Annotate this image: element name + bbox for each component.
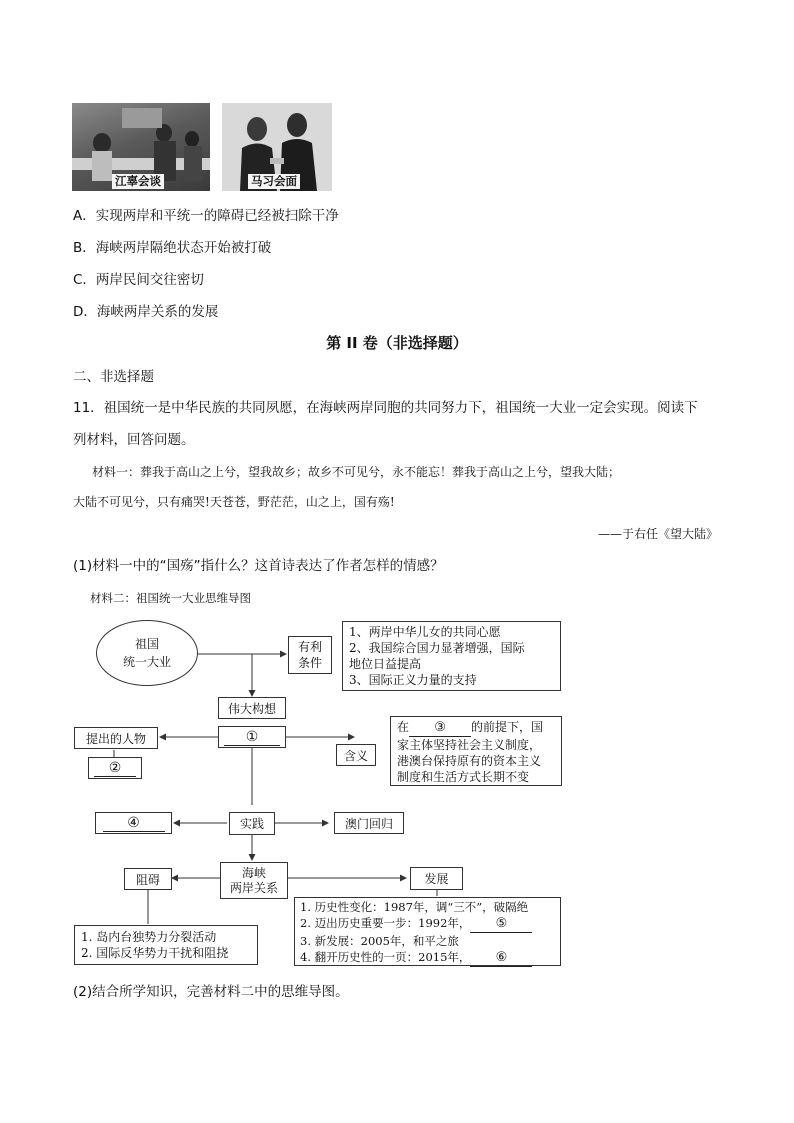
blank-2-box xyxy=(88,757,142,779)
material1-line2: 大陆不可见兮，只有痛哭!天苍苍，野茫茫，山之上，国有殇! xyxy=(73,495,395,509)
development-item-2-text: 2. 迈出历史重要一步：1992年， xyxy=(300,916,471,930)
option-b: B．海峡两岸隔绝状态开始被打破 xyxy=(73,240,272,256)
development-label: 发展 xyxy=(424,872,449,886)
macau-node xyxy=(334,812,404,834)
section-title: 第 II 卷（非选择题） xyxy=(326,334,468,352)
development-list xyxy=(294,897,561,966)
development-item-4-text: 4. 翻开历史性的一页：2015年， xyxy=(300,950,471,964)
blank-4-box xyxy=(95,812,172,834)
meaning-pre: 在 xyxy=(397,720,410,734)
q11-line1: 11．祖国统一是中华民族的共同夙愿，在海峡两岸同胞的共同努力下，祖国统一大业一定会实现。阅读下 xyxy=(73,400,698,416)
development-node xyxy=(410,867,463,890)
option-c: C．两岸民间交往密切 xyxy=(73,272,204,288)
meaning-post: 的前提下，国 xyxy=(471,720,544,734)
option-a: A．实现两岸和平统一的障碍已经被扫除干净 xyxy=(73,208,339,224)
meaning-node xyxy=(336,744,376,766)
option-d: D．海峡两岸关系的发展 xyxy=(73,304,219,320)
proposer-node xyxy=(74,727,158,749)
condition-item: 1、两岸中华儿女的共同心愿 xyxy=(349,625,501,639)
practice-node xyxy=(229,812,275,835)
macau-label: 澳门回归 xyxy=(344,816,393,831)
meaning-label: 含义 xyxy=(343,748,368,763)
obstacle-item: 2. 国际反华势力干扰和阻挠 xyxy=(81,946,229,960)
meaning-line: 港澳台保持原有的资本主义 xyxy=(397,754,542,768)
meaning-line: 家主体坚持社会主义制度， xyxy=(397,738,542,752)
q11-line2: 列材料，回答问题。 xyxy=(73,432,195,448)
material1-line1: 材料一：葬我于高山之上兮，望我故乡；故乡不可见兮，永不能忘！葬我于高山之上兮，望我大陆； xyxy=(92,465,621,479)
obstacle-node xyxy=(124,868,172,890)
grand-idea-label: 伟大构想 xyxy=(227,701,276,716)
photo-caption-left: 江辜会谈 xyxy=(112,174,164,189)
blank-6: ⑥ xyxy=(470,950,532,967)
condition-item: 地位日益提高 xyxy=(349,657,422,671)
obstacle-label: 阻碍 xyxy=(135,872,160,887)
blank-5: ⑤ xyxy=(470,916,532,933)
condition-item: 3、国际正义力量的支持 xyxy=(349,673,477,687)
blank-4: ④ xyxy=(103,815,165,832)
development-item xyxy=(300,949,555,967)
material1-source: ——于右任《望大陆》 xyxy=(597,527,718,541)
development-item: 3. 新发展：2005年，和平之旅 xyxy=(300,934,459,948)
blank-1-box xyxy=(218,726,286,748)
blank-1: ① xyxy=(224,729,280,746)
meaning-box xyxy=(390,716,562,786)
center-line2: 统一大业 xyxy=(122,655,171,669)
sub-question-1: (1)材料一中的“国殇”指什么？这首诗表达了作者怎样的情感？ xyxy=(73,558,444,574)
blank-2: ② xyxy=(94,760,136,777)
material2-title: 材料二：祖国统一大业思维导图 xyxy=(90,591,251,605)
meaning-first-line xyxy=(397,719,555,737)
conditions-line1: 有利 xyxy=(297,640,322,654)
conditions-node xyxy=(288,636,332,674)
practice-label: 实践 xyxy=(239,817,264,831)
conditions-line2: 条件 xyxy=(297,656,322,670)
photo-caption-right: 马习会面 xyxy=(248,174,300,189)
conditions-list xyxy=(342,621,561,691)
cross-strait-line2: 两岸关系 xyxy=(229,880,278,895)
cross-strait-node xyxy=(220,862,288,899)
development-item xyxy=(300,915,555,933)
cross-strait-line1: 海峡 xyxy=(241,865,266,880)
proposer-label: 提出的人物 xyxy=(85,731,146,746)
obstacle-item: 1. 岛内台独势力分裂活动 xyxy=(81,930,217,944)
blank-3: ③ xyxy=(409,720,471,737)
grand-idea-node xyxy=(218,697,286,719)
section-subtitle: 二、非选择题 xyxy=(73,369,154,385)
condition-item: 2、我国综合国力显著增强，国际 xyxy=(349,641,525,655)
obstacle-list xyxy=(74,925,258,965)
mindmap-center-node xyxy=(96,620,198,686)
sub-question-2: (2)结合所学知识，完善材料二中的思维导图。 xyxy=(73,984,349,1000)
meaning-line: 制度和生活方式长期不变 xyxy=(397,770,530,784)
development-item: 1. 历史性变化：1987年，调“三不”，破隔绝 xyxy=(300,900,529,914)
center-line1: 祖国 xyxy=(134,637,159,651)
